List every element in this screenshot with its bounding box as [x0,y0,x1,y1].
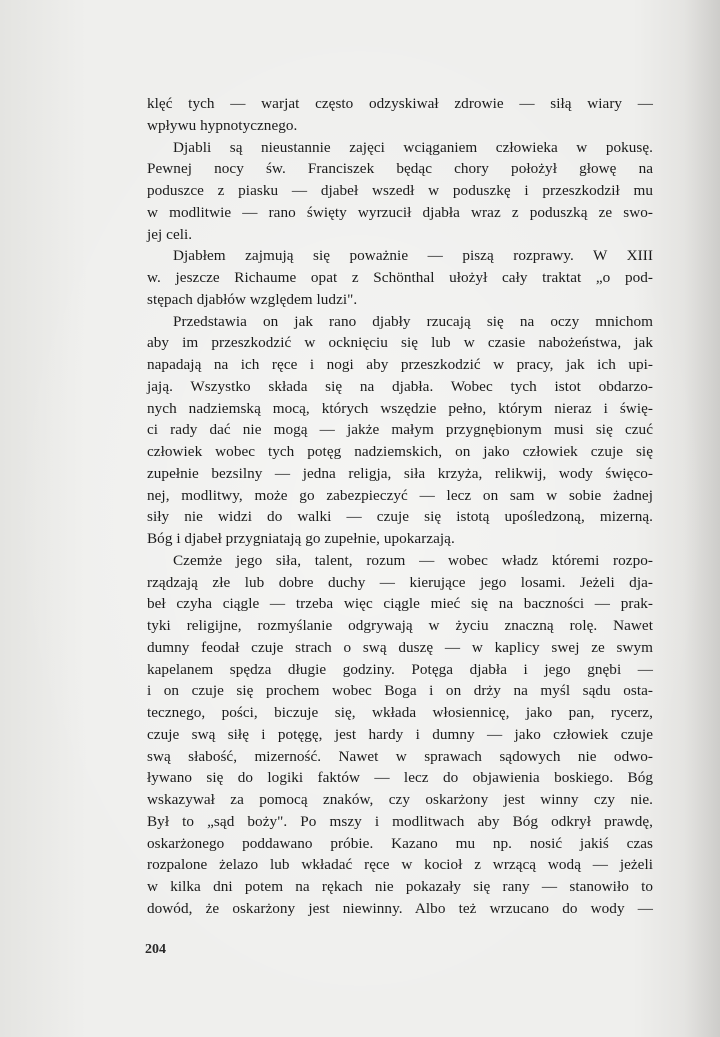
text-line: siły nie widzi do walki — czuje się istotą upośledzoną, mizerną. [147,508,653,526]
text-line: i on czuje się prochem wobec Boga i on drży na myśl sądu osta- [147,682,653,700]
text-line: napadają na ich ręce i nogi aby przeszkodzić w pracy, jak ich upi- [147,356,653,373]
body-text [147,93,653,920]
text-line: ci rady dać nie mogą — jakże małym przygnębionym musi się czuć [147,421,653,439]
text-line: jają. Wszystko składa się na djabła. Wobec tych istot obdarzo- [147,377,653,395]
text-line: poduszce z piasku — djabeł wszedł w poduszkę i przeszkodził mu [147,182,653,199]
text-line: rządzają złe lub dobre duchy — kierujące jego losami. Jeżeli dja- [147,573,653,591]
text-line: nych nadziemską mocą, których wszędzie pełno, którym nieraz i świę- [147,399,653,417]
text-line: dowód, że oskarżony jest niewinny. Albo też wrzucano do wody — [147,899,653,917]
text-line: wskazywał za pomocą znaków, czy oskarżony jest winny czy nie. [147,791,653,808]
text-line: beł czyha ciągle — trzeba więc ciągle mieć się na baczności — prak- [147,595,653,613]
text-line: człowiek wobec tych potęg nadziemskich, on jako człowiek czuje się [147,443,653,460]
text-line: kapelanem spędza długie godziny. Potęga djabła i jego gnębi — [147,660,653,678]
text-line: rozpalone żelazo lub wkładać ręce w kocioł z wrzącą wodą — jeżeli [147,856,653,874]
text-line: Przedstawia on jak rano djabły rzucają się na oczy mnichom [173,312,653,330]
text-line: Czemże jego siła, talent, rozum — wobec władz któremi rozpo- [173,551,653,569]
text-line: zupełnie bezsilny — jedna religja, siła krzyża, relikwij, wody święco- [147,464,653,482]
text-line: Pewnej nocy św. Franciszek będąc chory położył głowę na [147,160,653,178]
text-line: Był to „sąd boży". Po mszy i modlitwach aby Bóg odkrył prawdę, [147,812,653,830]
spine-shadow [684,0,720,1037]
text-line: czuje swą siłę i potęgę, jest hardy i dumny — jako człowiek czuje [147,725,653,743]
text-line: ływano się do logiki faktów — lecz do objawienia boskiego. Bóg [147,769,653,787]
text-line: w kilka dni potem na rękach nie pokazały się rany — stanowiło to [147,878,653,895]
text-line: Bóg i djabeł przygniatają go zupełnie, upokarzają. [147,530,455,547]
text-line: wpływu hypnotycznego. [147,116,298,134]
text-line: swą słabość, mizerność. Nawet w sprawach sądowych nie odwo- [147,747,653,765]
text-line: w. jeszcze Richaume opat z Schönthal ułożył cały traktat „o pod- [147,269,653,286]
text-line: w modlitwie — rano święty wyrzucił djabła wraz z poduszką ze swo- [147,203,653,221]
text-line: dumny feodał czuje strach o swą duszę — w kaplicy swej ze swym [147,638,653,656]
text-line: nej, modlitwy, może go zabezpieczyć — lecz on sam w sobie żadnej [147,486,653,504]
text-line: oskarżonego poddawano próbie. Kazano mu np. nosić jakiś czas [147,834,653,852]
text-line: jej celi. [147,225,193,243]
text-line: aby im przeszkodzić w ocknięciu się lub w czasie nabożeństwa, jak [147,334,653,352]
text-line: Djabli są nieustannie zajęci wciąganiem człowieka w pokusę. [173,138,653,156]
text-line: klęć tych — warjat często odzyskiwał zdrowie — siłą wiary — [147,95,653,112]
text-line: stępach djabłów względem ludzi". [147,290,358,308]
text-line: tecznego, pości, biczuje się, wkłada włosiennicę, jako pan, rycerz, [147,704,653,721]
page-number: 204 [145,942,166,957]
text-line: Djabłem zajmują się poważnie — piszą rozprawy. W XIII [173,247,653,265]
text-line: tyki religijne, rozmyślanie odgrywają w życiu znaczną rolę. Nawet [147,617,653,634]
